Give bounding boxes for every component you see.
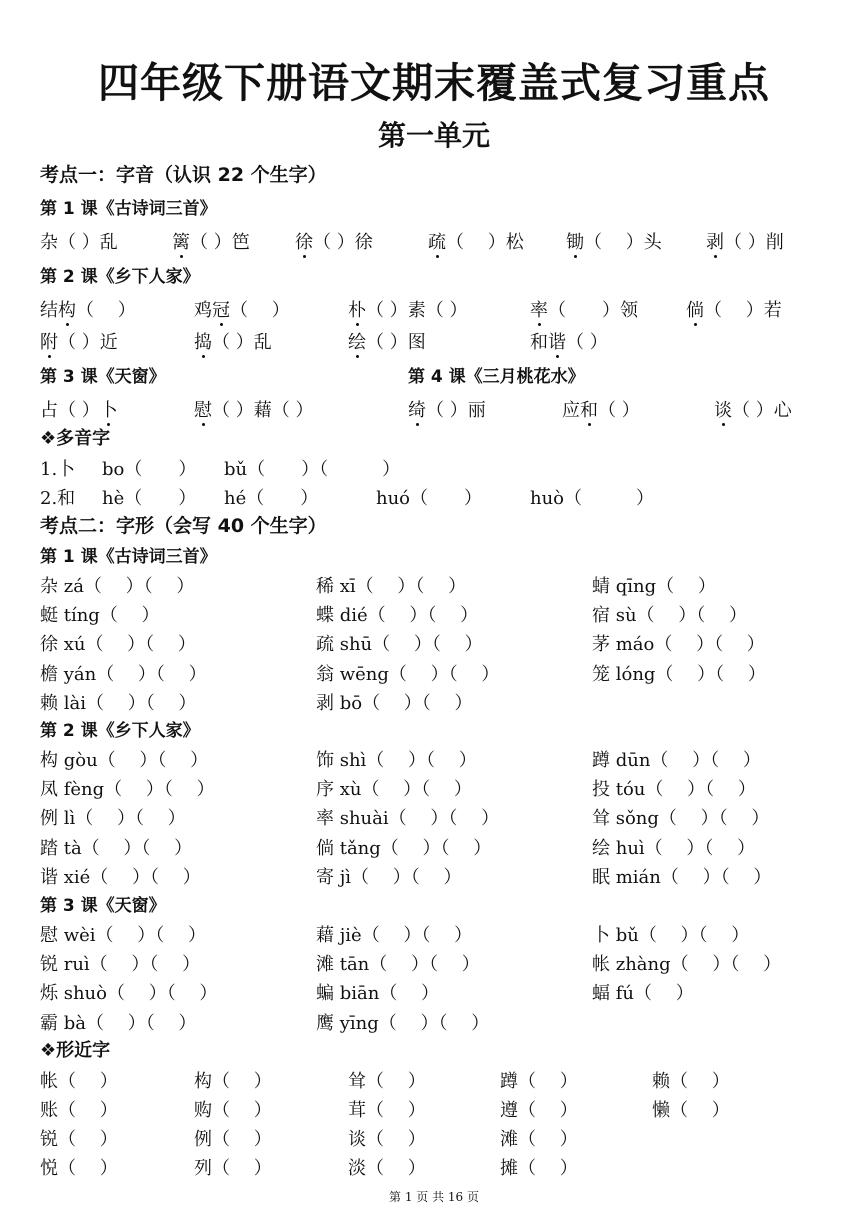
dotted-char: 倘 (686, 296, 704, 322)
dotted-char: 谐 (548, 328, 566, 354)
pinyin-item (40, 228, 118, 254)
xingjin-item: 淡（ ） (348, 1158, 426, 1179)
dotted-char: 冠 (212, 296, 230, 322)
zixing-item: 蜻 qīng（ ） (592, 576, 716, 597)
pinyin-item (686, 296, 782, 322)
word-part: 和 (530, 332, 548, 353)
word-part: 占（ ） (40, 400, 100, 421)
answer-blank: （ ）心 (732, 400, 792, 421)
zixing-item: 檐 yán（ ）（ ） (40, 663, 207, 685)
answer-blank: （ ）松 (446, 232, 524, 253)
xingjin-item: 悦（ ） (40, 1158, 118, 1179)
zixing-item: 徐 xú（ ）（ ） (40, 634, 196, 656)
duoyin-item: huò（ ） (530, 488, 655, 509)
zixing-item: 滩 tān（ ）（ ） (316, 954, 480, 976)
pinyin-item (562, 396, 640, 422)
xingjin-item: 滩（ ） (500, 1129, 578, 1150)
pinyin-item (295, 228, 373, 254)
section-heading-kaodian2: 考点二：字形（会写 40 个生字） (40, 515, 327, 537)
answer-blank: （ ）削 (724, 232, 784, 253)
lesson-heading: 第 1 课《古诗词三首》 (40, 547, 217, 567)
answer-blank: （ ）乱 (58, 232, 118, 253)
zixing-item: 茅 máo（ ）（ ） (592, 634, 765, 656)
zixing-item: 绘 huì（ ）（ ） (592, 837, 756, 859)
dotted-char: 徐 (295, 228, 313, 254)
zixing-item: 序 xù（ ）（ ） (316, 779, 472, 801)
pinyin-item (40, 296, 136, 322)
zixing-item: 宿 sù（ ）（ ） (592, 605, 747, 627)
section-heading-xingjinzi: ❖形近字 (40, 1040, 111, 1061)
pinyin-item (706, 228, 784, 254)
xingjin-item: 摊（ ） (500, 1158, 578, 1179)
answer-blank: （ ） (230, 300, 290, 321)
page-footer: 第 1 页 共 16 页 (389, 1190, 479, 1204)
xingjin-item: 茸（ ） (348, 1100, 426, 1121)
dotted-char: 构 (58, 296, 76, 322)
word-part: 鸡 (194, 300, 212, 321)
zixing-item: 疏 shū（ ）（ ） (316, 634, 483, 656)
dotted-char: 篱 (172, 228, 190, 254)
answer-blank: （ ）领 (548, 300, 638, 321)
answer-blank: （ ）乱 (212, 332, 272, 353)
zixing-item: 霸 bà（ ）（ ） (40, 1012, 197, 1034)
pinyin-item (194, 328, 272, 354)
zixing-item: 锐 ruì（ ）（ ） (40, 954, 201, 976)
xingjin-item: 懒（ ） (652, 1100, 730, 1121)
zixing-item: 慰 wèi（ ）（ ） (40, 925, 206, 946)
answer-blank: （ ）近 (58, 332, 118, 353)
zixing-item: 藉 jiè（ ）（ ） (316, 925, 473, 946)
pinyin-item (40, 328, 118, 354)
answer-blank: （ ）图 (366, 332, 426, 353)
pinyin-item (348, 328, 426, 354)
zixing-item: 剥 bō（ ）（ ） (316, 692, 473, 714)
page-title: 四年级下册语文期末覆盖式复习重点 (98, 59, 770, 107)
xingjin-item: 例（ ） (194, 1129, 272, 1150)
pinyin-item (40, 396, 118, 422)
answer-blank: （ ）丽 (426, 400, 486, 421)
pinyin-item (408, 396, 486, 422)
dotted-char: 锄 (566, 228, 584, 254)
zixing-item: 凤 fèng（ ）（ ） (40, 779, 215, 801)
lesson-heading: 第 3 课《天窗》 (40, 896, 166, 916)
zixing-item: 构 gòu（ ）（ ） (40, 750, 209, 771)
zixing-item: 帐 zhàng（ ）（ ） (592, 954, 782, 976)
duoyin-item: 1.卜 (40, 459, 76, 480)
pinyin-item (566, 228, 662, 254)
pinyin-item (348, 296, 467, 322)
dotted-char: 谈 (714, 396, 732, 422)
zixing-item: 蝙 biān（ ） (316, 983, 440, 1005)
xingjin-item: 帐（ ） (40, 1071, 118, 1092)
zixing-item: 翁 wēng（ ）（ ） (316, 663, 500, 685)
dotted-char: 附 (40, 328, 58, 354)
answer-blank: （ ） (76, 300, 136, 321)
answer-blank: （ ）头 (584, 232, 662, 253)
lesson-heading: 第 2 课《乡下人家》 (40, 721, 200, 741)
zixing-item: 眠 mián（ ）（ ） (592, 866, 772, 888)
dotted-char: 慰 (194, 396, 212, 422)
duoyin-item: hè（ ） (102, 488, 197, 509)
zixing-item: 率 shuài（ ）（ ） (316, 808, 500, 830)
dotted-char: 率 (530, 296, 548, 322)
answer-blank: （ ）徐 (313, 232, 373, 253)
xingjin-item: 账（ ） (40, 1100, 118, 1121)
unit-heading: 第一单元 (377, 119, 490, 152)
zixing-item: 例 lì（ ）（ ） (40, 808, 186, 830)
zixing-item: 烁 shuò（ ）（ ） (40, 983, 218, 1005)
zixing-item: 蝠 fú（ ） (592, 983, 694, 1005)
xingjin-item: 赖（ ） (652, 1071, 730, 1092)
zixing-item: 谐 xié（ ）（ ） (40, 866, 201, 888)
word-part: 结 (40, 300, 58, 321)
zixing-item: 蹲 dūn（ ）（ ） (592, 750, 761, 771)
pinyin-item (530, 328, 608, 354)
pinyin-item (194, 396, 313, 422)
xingjin-item: 锐（ ） (40, 1129, 118, 1150)
zixing-item: 蜓 tíng（ ） (40, 605, 160, 627)
zixing-item: 稀 xī（ ）（ ） (316, 576, 467, 597)
zixing-item: 饰 shì（ ）（ ） (316, 750, 477, 771)
duoyin-item: bǔ（ ）（ ） (224, 459, 401, 480)
dotted-char: 疏 (428, 228, 446, 254)
answer-blank: （ ）若 (704, 300, 782, 321)
xingjin-item: 蹲（ ） (500, 1071, 578, 1092)
answer-blank: （ ）笆 (190, 232, 250, 253)
xingjin-item: 列（ ） (194, 1158, 272, 1179)
xingjin-item: 耸（ ） (348, 1071, 426, 1092)
zixing-item: 蝶 dié（ ）（ ） (316, 605, 479, 627)
dotted-char: 卜 (100, 396, 118, 422)
duoyin-item: huó（ ） (376, 488, 483, 509)
dotted-char: 绘 (348, 328, 366, 354)
zixing-item: 杂 zá（ ）（ ） (40, 576, 195, 597)
word-part: 应 (562, 400, 580, 421)
zixing-item: 寄 jì（ ）（ ） (316, 866, 462, 888)
duoyin-item: 2.和 (40, 488, 76, 509)
lesson-heading: 第 1 课《古诗词三首》 (40, 199, 217, 219)
word-part: 杂 (40, 232, 58, 253)
lesson-heading: 第 2 课《乡下人家》 (40, 267, 200, 287)
pinyin-item (714, 396, 792, 422)
zixing-item: 投 tóu（ ）（ ） (592, 779, 756, 801)
pinyin-item (530, 296, 638, 322)
zixing-item: 卜 bǔ（ ）（ ） (592, 925, 750, 946)
duoyin-item: bo（ ） (102, 459, 197, 480)
section-heading-kaodian1: 考点一：字音（认识 22 个生字） (40, 164, 327, 186)
answer-blank: （ ） (598, 400, 640, 421)
dotted-char: 朴 (348, 296, 366, 322)
zixing-item: 赖 lài（ ）（ ） (40, 692, 197, 714)
zixing-item: 笼 lóng（ ）（ ） (592, 663, 766, 685)
answer-blank: （ ） (566, 332, 608, 353)
zixing-item: 踏 tà（ ）（ ） (40, 837, 193, 859)
zixing-item: 耸 sǒng（ ）（ ） (592, 808, 770, 830)
section-heading-duoyinzi: ❖多音字 (40, 428, 111, 449)
xingjin-item: 构（ ） (194, 1071, 272, 1092)
lesson-heading: 第 3 课《天窗》 (40, 367, 166, 387)
dotted-char: 捣 (194, 328, 212, 354)
duoyin-item: hé（ ） (224, 488, 319, 509)
xingjin-item: 购（ ） (194, 1100, 272, 1121)
xingjin-item: 谈（ ） (348, 1129, 426, 1150)
zixing-item: 鹰 yīng（ ）（ ） (316, 1012, 490, 1034)
pinyin-item (194, 296, 290, 322)
dotted-char: 剥 (706, 228, 724, 254)
dotted-char: 和 (580, 396, 598, 422)
lesson-heading: 第 4 课《三月桃花水》 (408, 367, 585, 387)
pinyin-item (428, 228, 524, 254)
zixing-item: 倘 tǎng（ ）（ ） (316, 837, 492, 859)
dotted-char: 绮 (408, 396, 426, 422)
answer-blank: （ ）素（ ） (366, 300, 468, 321)
answer-blank: （ ）藉（ ） (212, 400, 314, 421)
xingjin-item: 遵（ ） (500, 1100, 578, 1121)
pinyin-item (172, 228, 250, 254)
